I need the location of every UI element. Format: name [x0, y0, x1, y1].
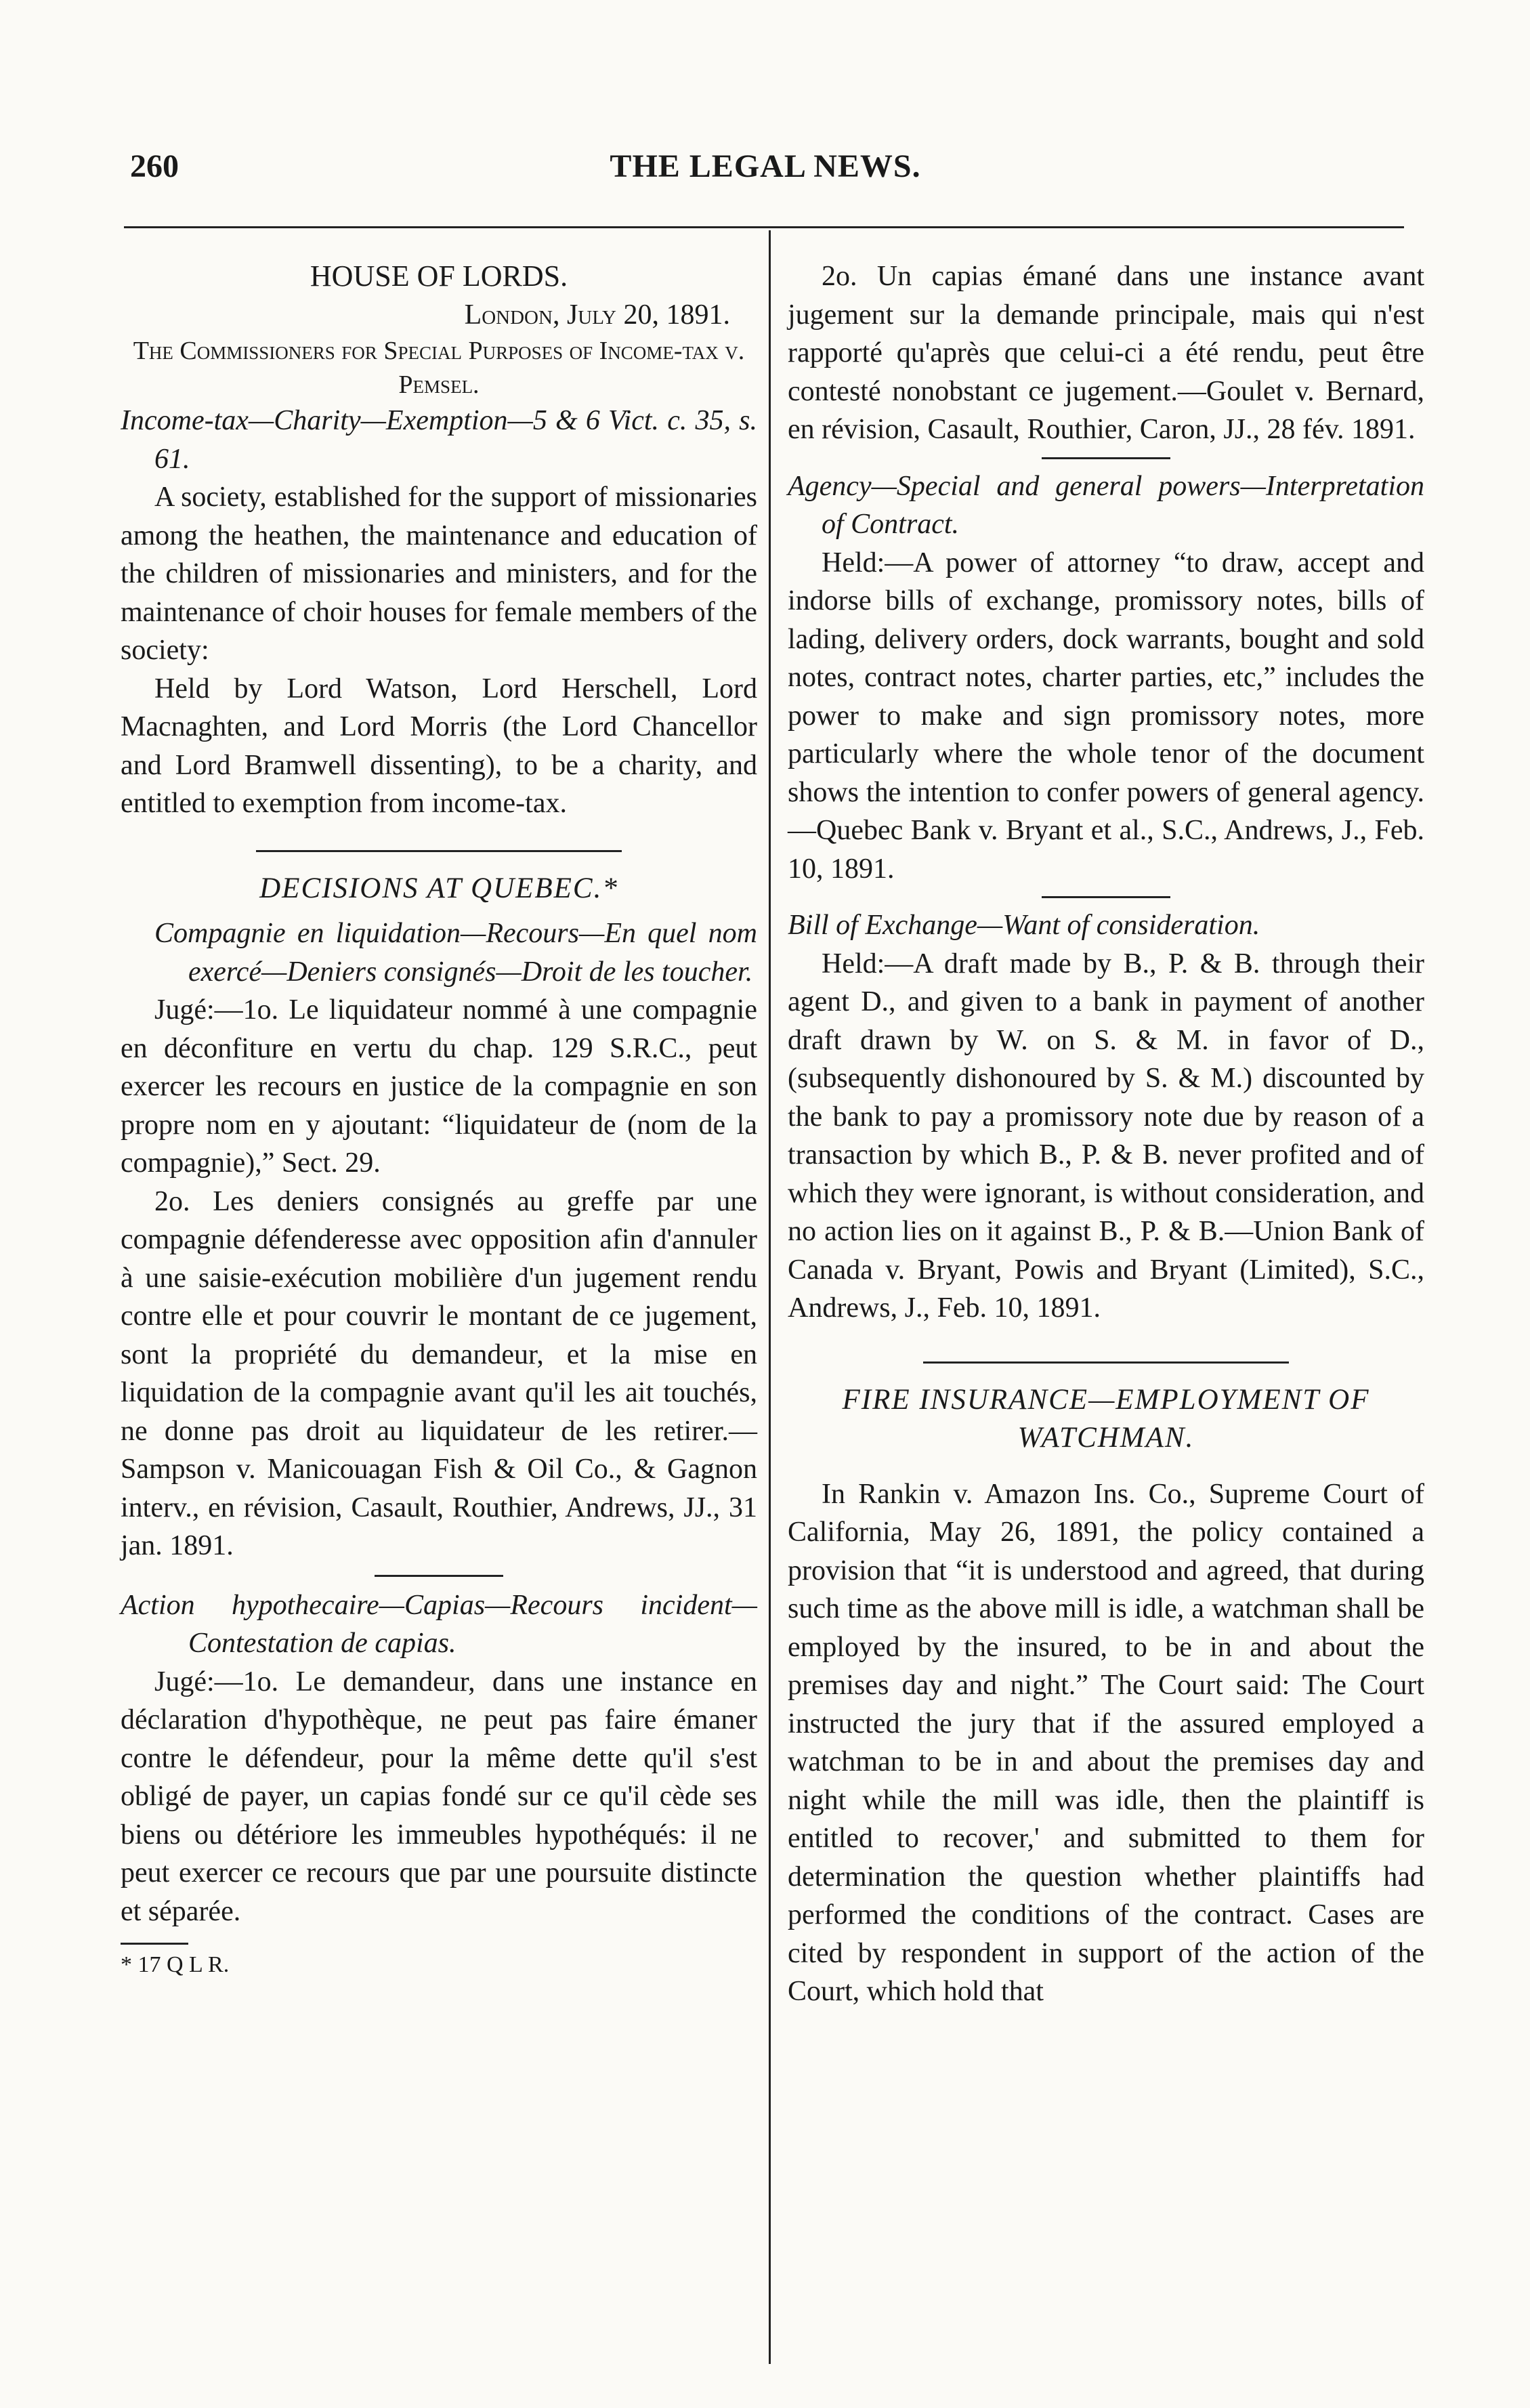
- left-column: [121, 257, 757, 1980]
- house-of-lords-heading: HOUSE OF LORDS.: [310, 259, 568, 293]
- footnote-rule: [121, 1943, 188, 1945]
- catchwords: Income-tax—Charity—Exemption—5 & 6 Vict. c. 35, s. 61.: [121, 405, 757, 475]
- fire-insurance-heading: FIRE INSURANCE—EMPLOYMENT OF WATCHMAN.: [842, 1383, 1370, 1454]
- catchwords: Agency—Special and general powers—Interpretation of Contract.: [788, 470, 1424, 540]
- dateline: London, July 20, 1891.: [464, 299, 730, 331]
- paragraph: Held:—A draft made by B., P. & B. through their agent D., and given to a bank in payment of another draft drawn by W. on S. & M. in favor of D., (subsequently dishonoured by S. & M.) discounted by the bank to pay a promissory note due by reason of a transaction by which B., P. & B. never profited and of which they were ignorant, is without consideration, and no action lies on it against B., P. & B.—Union Bank of Canada v. Bryant, Powis and Bryant (Limited), S.C., Andrews, J., Feb. 10, 1891.: [788, 948, 1424, 1324]
- paragraph: Held by Lord Watson, Lord Herschell, Lord Macnaghten, and Lord Morris (the Lord Chancellor and Lord Bramwell dissenting), to be a charity, and entitled to exemption from income-tax.: [121, 673, 757, 819]
- page-header: [122, 148, 1409, 195]
- paragraph: A society, established for the support of missionaries among the heathen, the maintenance and education of the children of missionaries and ministers, and for the maintenance of choir houses for female members of the society:: [121, 482, 757, 666]
- header-rule: [124, 226, 1404, 228]
- decisions-at-quebec-heading: DECISIONS AT QUEBEC.*: [259, 872, 618, 904]
- catchwords: Action hypothecaire—Capias—Recours incident—Contestation de capias.: [121, 1589, 757, 1659]
- section-rule: [923, 1361, 1289, 1364]
- footnote: * 17 Q L R.: [121, 1952, 230, 1977]
- paragraph: Jugé:—1o. Le demandeur, dans une instance en déclaration d'hypothèque, ne peut pas faire émaner contre le défendeur, pour la même dette qu'il s'est obligé de payer, un capias fondé sur ce qu'il cède ses biens ou détériore les immeubles hypothéqués: il ne peut exercer ce recours que par une poursuite distincte et séparée.: [121, 1666, 757, 1927]
- right-column: [788, 257, 1424, 2011]
- paragraph: 2o. Un capias émané dans une instance avant jugement sur la demande principale, mais qui n'est rapporté qu'après que celui-ci a été rendu, peut être contesté nonobstant ce jugement.—Goulet v. Bernard, en révision, Casault, Routhier, Caron, JJ., 28 fév. 1891.: [788, 261, 1424, 445]
- page-number: 260: [130, 148, 179, 184]
- column-divider: [769, 230, 771, 2364]
- section-rule: [1042, 457, 1170, 459]
- catchwords: Compagnie en liquidation—Recours—En quel nom exercé—Deniers consignés—Droit de les toucher.: [154, 918, 757, 988]
- section-rule: [1042, 896, 1170, 898]
- running-title: THE LEGAL NEWS.: [610, 148, 921, 184]
- paragraph: 2o. Les deniers consignés au greffe par une compagnie défenderesse avec opposition afin d'annuler à une saisie-exécution mobilière d'un jugement rendu contre elle et pour couvrir le montant de ce jugement, sont la propriété du demandeur, et la mise en liquidation de la compagnie avant qu'il les ait touchés, ne donne pas droit au liquidateur de les retirer.—Sampson v. Manicouagan Fish & Oil Co., & Gagnon interv., en révision, Casault, Routhier, Andrews, JJ., 31 jan. 1891.: [121, 1185, 757, 1561]
- paragraph: Held:—A power of attorney “to draw, accept and indorse bills of exchange, promissory notes, bills of lading, delivery orders, dock warrants, bought and sold notes, contract notes, charter parties, etc,” includes the power to make and sign promissory notes, more particularly where the whole tenor of the document shows the intention to confer powers of general agency.—Quebec Bank v. Bryant et al., S.C., Andrews, J., Feb. 10, 1891.: [788, 547, 1424, 885]
- section-rule: [375, 1575, 503, 1577]
- paragraph: Jugé:—1o. Le liquidateur nommé à une compagnie en déconfiture en vertu du chap. 129 S.R.C., peut exercer les recours en justice de la compagnie en son propre nom en y ajoutant: “liquidateur de (nom de la compagnie),” Sect. 29.: [121, 994, 757, 1179]
- catchwords: Bill of Exchange—Want of consideration.: [788, 910, 1260, 941]
- case-title: The Commissioners for Special Purposes of Income-tax v. Pemsel.: [133, 337, 745, 399]
- section-rule: [256, 850, 622, 852]
- paragraph: In Rankin v. Amazon Ins. Co., Supreme Court of California, May 26, 1891, the policy contained a provision that “it is understood and agreed, that during such time as the above mill is idle, a watchman shall be employed by the insured, to be in and about the premises day and night.” The Court said: The Court instructed the jury that if the assured employed a watchman to be in and about the premises day and night while the mill was idle, then the plaintiff is entitled to recover,' and submitted to them for determination the question whether plaintiffs had performed the conditions of the contract. Cases are cited by respondent in support of the action of the Court, which hold that: [788, 1478, 1424, 2007]
